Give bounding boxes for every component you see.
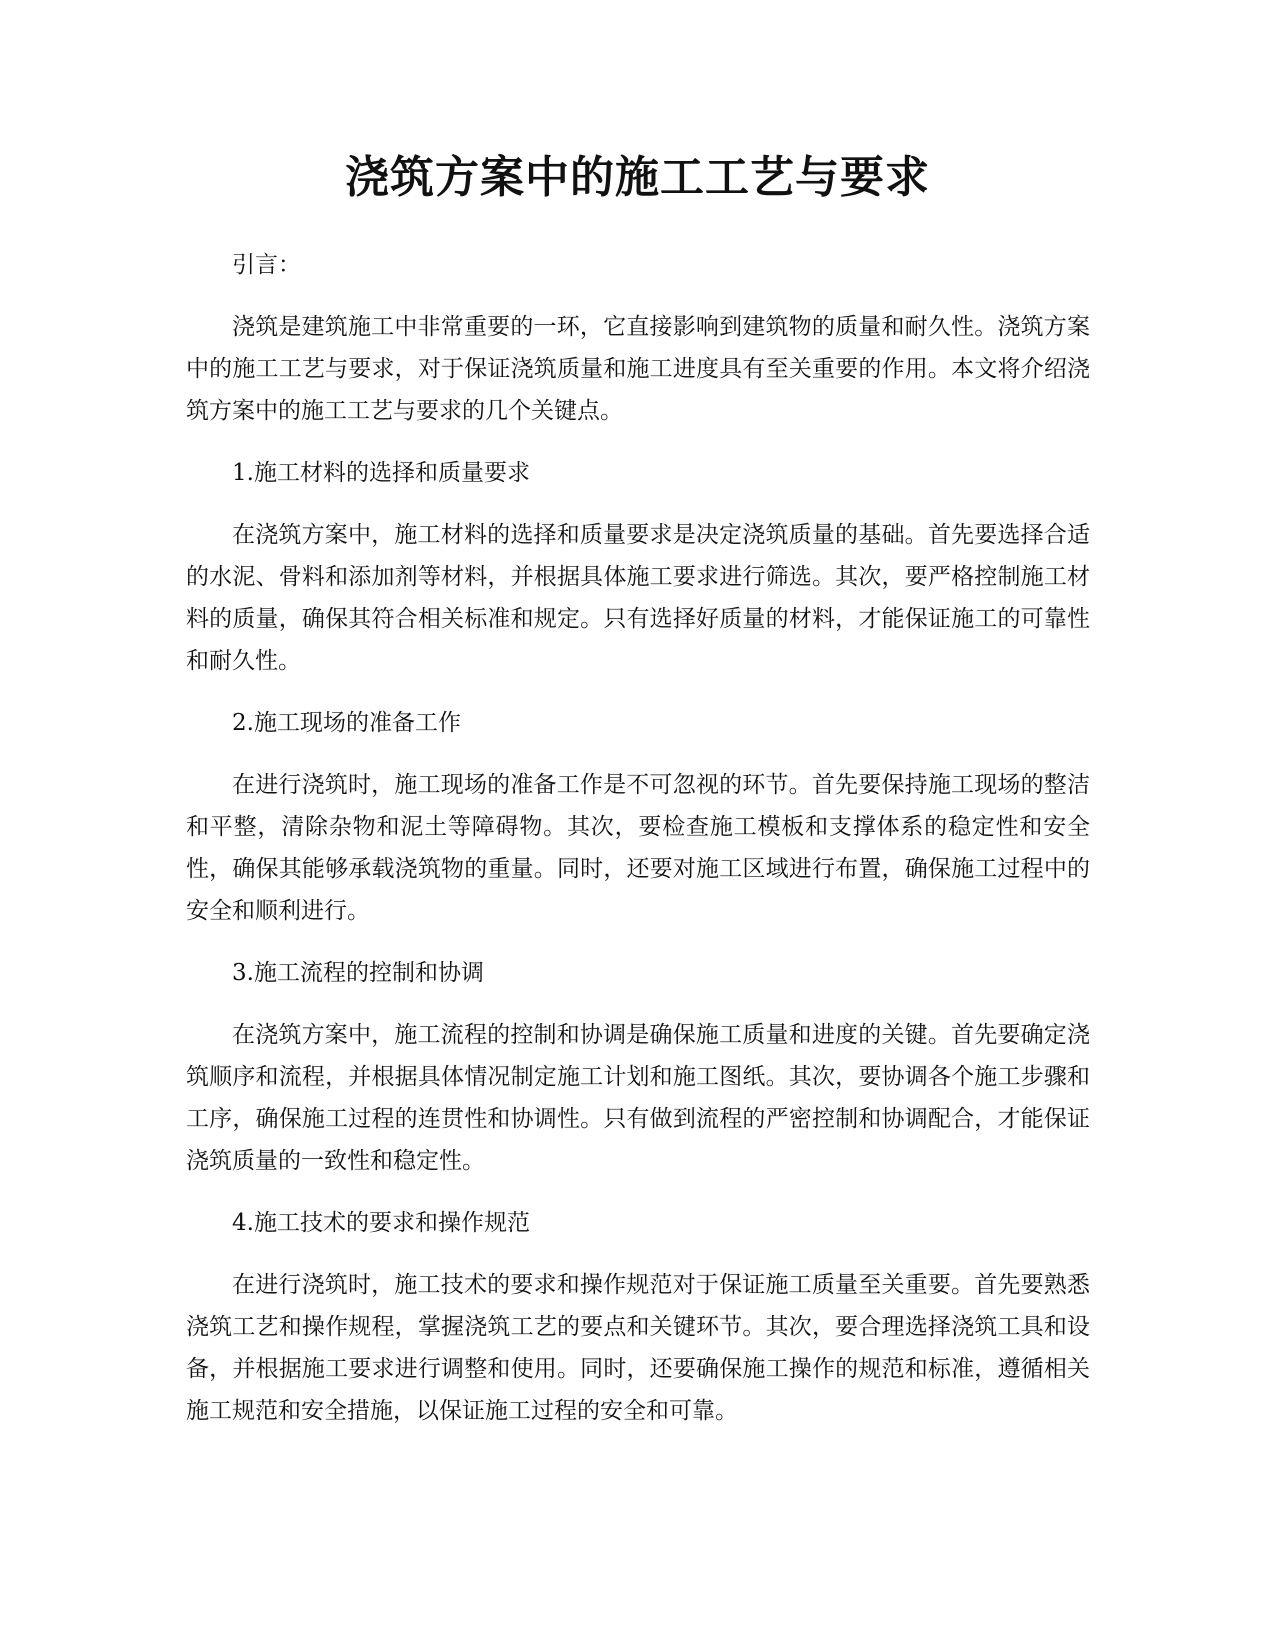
intro-paragraph: 浇筑是建筑施工中非常重要的一环，它直接影响到建筑物的质量和耐久性。浇筑方案中的施工工艺与要求，对于保证浇筑质量和施工进度具有至关重要的作用。本文将介绍浇筑方案中的施工工艺与要求的几个关键点。 xyxy=(186,314,1090,424)
section-paragraph-2: 在进行浇筑时，施工现场的准备工作是不可忽视的环节。首先要保持施工现场的整洁和平整，清除杂物和泥土等障碍物。其次，要检查施工模板和支撑体系的稳定性和安全性，确保其能够承载浇筑物的重量。同时，还要对施工区域进行布置，确保施工过程中的安全和顺利进行。 xyxy=(186,772,1090,924)
section-heading-4: 4.施工技术的要求和操作规范 xyxy=(232,1210,530,1236)
section-heading-1: 1.施工材料的选择和质量要求 xyxy=(232,460,530,486)
section-paragraph-1: 在浇筑方案中，施工材料的选择和质量要求是决定浇筑质量的基础。首先要选择合适的水泥、骨料和添加剂等材料，并根据具体施工要求进行筛选。其次，要严格控制施工材料的质量，确保其符合相关标准和规定。只有选择好质量的材料，才能保证施工的可靠性和耐久性。 xyxy=(186,522,1090,674)
section-heading-3: 3.施工流程的控制和协调 xyxy=(232,960,484,986)
section-heading-2: 2.施工现场的准备工作 xyxy=(232,710,461,736)
document-title: 浇筑方案中的施工工艺与要求 xyxy=(345,152,930,203)
section-paragraph-3: 在浇筑方案中，施工流程的控制和协调是确保施工质量和进度的关键。首先要确定浇筑顺序和流程，并根据具体情况制定施工计划和施工图纸。其次，要协调各个施工步骤和工序，确保施工过程的连贯性和协调性。只有做到流程的严密控制和协调配合，才能保证浇筑质量的一致性和稳定性。 xyxy=(186,1022,1090,1174)
document-body xyxy=(186,244,1090,1452)
section-paragraph-4: 在进行浇筑时，施工技术的要求和操作规范对于保证施工质量至关重要。首先要熟悉浇筑工艺和操作规程，掌握浇筑工艺的要点和关键环节。其次，要合理选择浇筑工具和设备，并根据施工要求进行调整和使用。同时，还要确保施工操作的规范和标准，遵循相关施工规范和安全措施，以保证施工过程的安全和可靠。 xyxy=(186,1272,1090,1424)
intro-label: 引言： xyxy=(232,252,301,278)
